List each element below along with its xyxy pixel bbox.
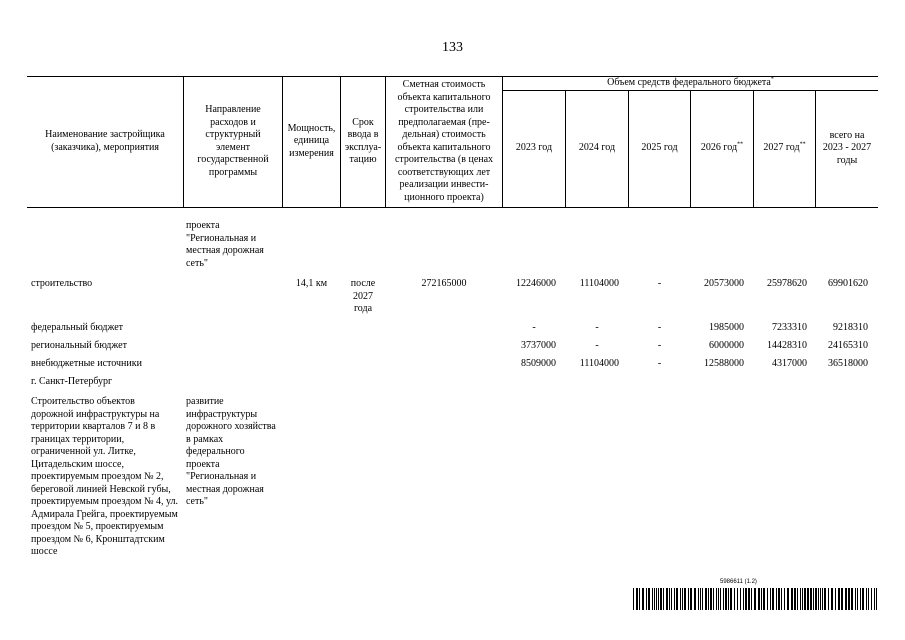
row-construction-cost: 272165000 [421,278,467,289]
row-offbudget-2024: 11104000 [579,358,619,369]
header-capacity: Мощность, единица измерения [287,122,336,159]
row-federal-total: 9218310 [833,322,868,333]
row-construction-2025: - [657,278,662,289]
row-federal-2024: - [595,322,599,333]
row-construction-total: 69901620 [828,278,868,289]
row-construction-2027: 25978620 [767,278,807,289]
row-offbudget-2026: 12588000 [704,358,744,369]
row-federal-2027: 7233310 [772,322,807,333]
page-number: 133 [442,40,463,55]
header-2027: 2027 год** [763,141,806,154]
city-label: г. Санкт-Петербург [31,376,113,387]
row-construction-2023: 12246000 [516,278,556,289]
header-2024: 2024 год [578,142,616,154]
row-offbudget-2027: 4317000 [772,358,807,369]
row-regional-2026: 6000000 [709,340,744,351]
header-budget-group: Объем средств федерального бюджета* [607,76,774,89]
header-2026: 2026 год** [700,141,744,154]
row-construction-name: строительство [31,278,93,289]
header-term: Срок ввода в эксплуа-тацию [344,116,382,165]
header-2025: 2025 год [641,142,678,154]
row-federal-2026: 1985000 [709,322,744,333]
header-2023: 2023 год [515,142,553,154]
header-direction: Направление расходов и структурный элемент государственной программы [197,104,269,178]
row-construction-capacity: 14,1 км [295,278,328,289]
row-construction-2026: 20573000 [704,278,744,289]
row-construction-term: после 2027 года [350,278,376,314]
row-regional-2023: 3737000 [521,340,556,351]
continued-direction: проекта "Региональная и местная дорожная сеть" [186,220,264,269]
row-regional-total: 24165310 [828,340,868,351]
row-regional-2025: - [657,340,662,351]
row-federal-2023: - [532,322,536,333]
row-offbudget-2023: 8509000 [521,358,556,369]
header-cost: Сметная стоимость объекта капитального строительства или предполагаемая (пре-дельная) стоимость объекта капитального строительства (в ценах соответствующих лет реализации инвести-ционного проекта) [394,79,494,203]
project-name: Строительство объектов дорожной инфраструктуры на территории кварталов 7 и 8 в границах территории, ограниченной ул. Литке, Цитадельским шоссе, проектируемым проездом № 2, береговой линией Невской губы, проектируемым проездом № 4, ул. Адмирала Грейга, проектируемым проездом № 5, проектируемым проездом № 6, Кронштадтским шоссе [31,396,179,557]
header-name: Наименование застройщика (заказчика), мероприятия [45,129,165,153]
row-construction-2024: 11104000 [579,278,619,289]
row-federal-2025: - [657,322,662,333]
header-total: всего на 2023 - 2027 годы [822,129,872,166]
barcode-image [633,588,879,610]
row-federal-name: федеральный бюджет [31,322,124,333]
row-regional-2027: 14428310 [767,340,807,351]
row-offbudget-2025: - [657,358,662,369]
row-regional-2024: - [595,340,599,351]
row-regional-name: региональный бюджет [31,340,127,351]
row-offbudget-total: 36518000 [828,358,868,369]
project-direction: развитие инфраструктуры дорожного хозяйства в рамках федерального проекта "Региональная и местная дорожная сеть" [186,396,276,507]
row-offbudget-name: внебюджетные источники [31,358,142,369]
barcode-number: 5986611 (1.2) [720,579,757,585]
